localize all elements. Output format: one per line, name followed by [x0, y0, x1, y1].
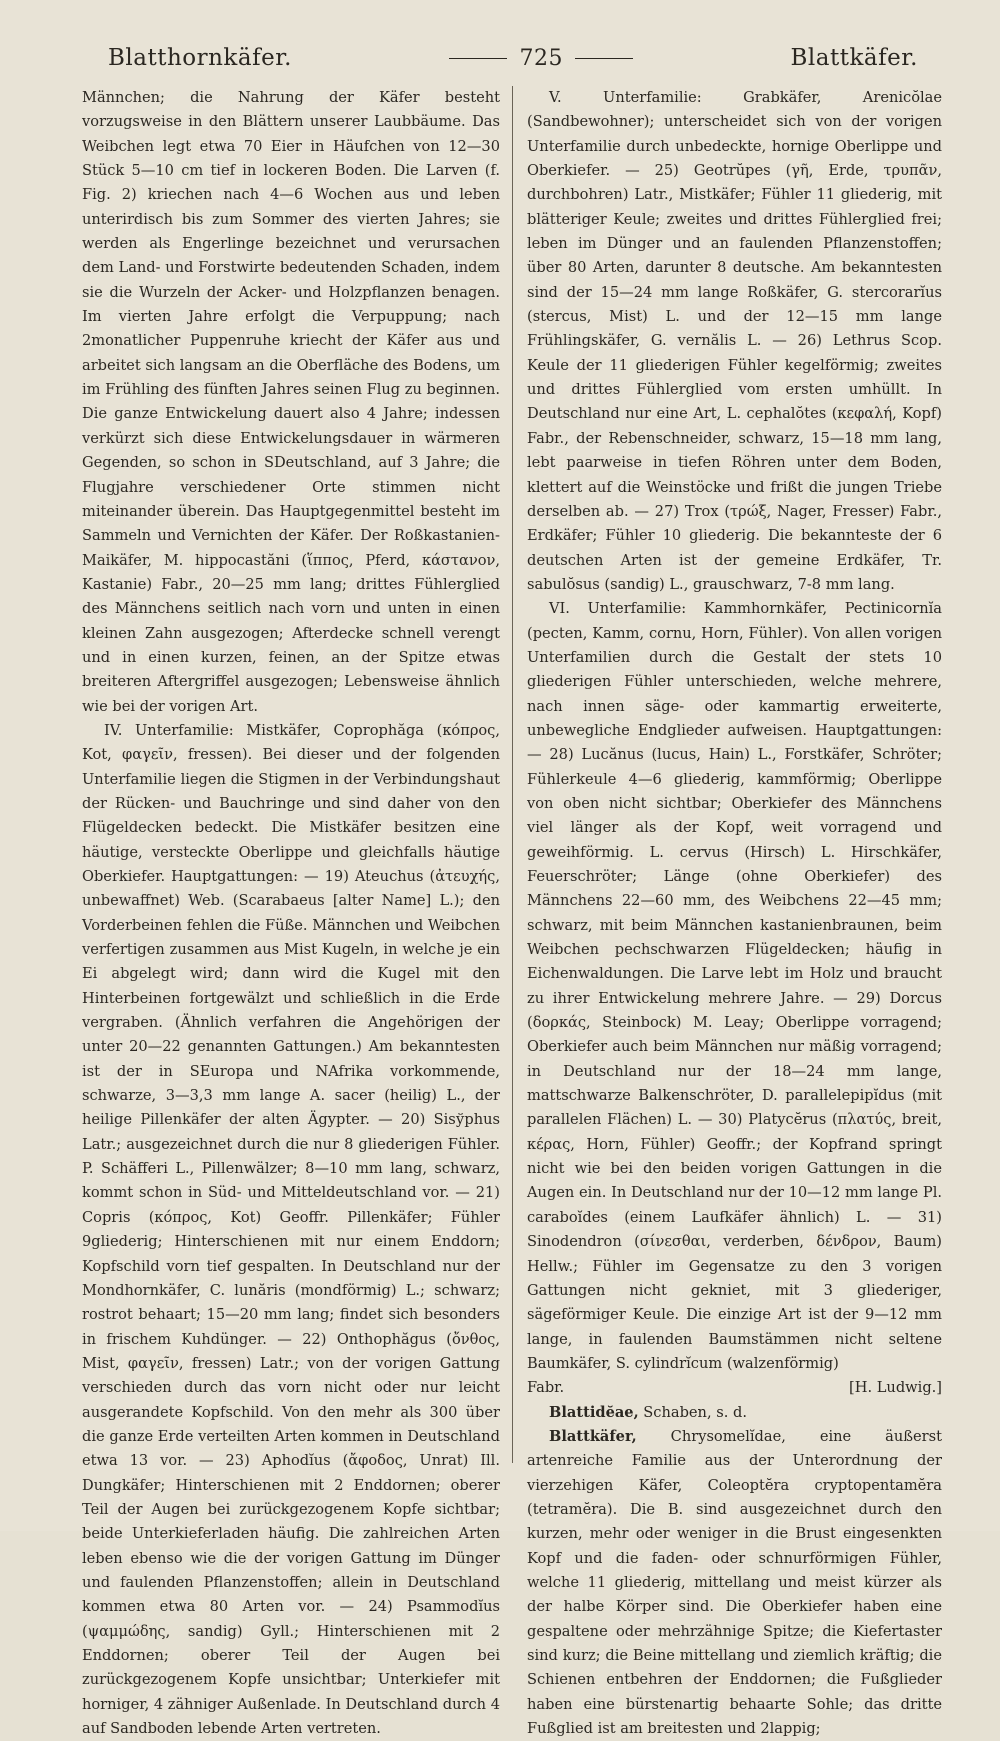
- entry-text-blattideae: Schaben, s. d.: [638, 1403, 747, 1421]
- headword-blattkaefer: Blattkäfer,: [549, 1427, 637, 1445]
- page-number-group: [449, 46, 633, 71]
- running-head-right: Blattkäfer.: [790, 45, 918, 71]
- right-column: [512, 86, 942, 1738]
- paragraph-kammhornkaefer: VI. Unterfamilie: Kammhornkäfer, Pectinicornĭa (pecten, Kamm, cornu, Horn, Fühler). Von allen vorigen Unterfamilien durch die Gestalt der stets 10 gliederigen Fühler unterschieden, welche mehrere, nach innen säge- oder kammartig erweiterte, unbewegliche Endglieder aufweisen. Hauptgattungen: — 28) Lucănus (lucus, Hain) L., Forstkäfer, Schröter; Fühlerkeule 4—6 gliederig, kammförmig; Oberlippe von oben nicht sichtbar; Oberkiefer des Männchens viel länger als der Kopf, weit vorragend und geweihförmig. L. cervus (Hirsch) L. Hirschkäfer, Feuerschröter; Länge (ohne Oberkiefer) des Männchens 22—60 mm, des Weibchens 22—45 mm; schwarz, mit beim Männchen kastanienbraunen, beim Weibchen pechschwarzen Flügeldecken; häufig in Eichenwaldungen. Die Larve lebt im Holz und braucht zu ihrer Entwickelung mehrere Jahre. — 29) Dorcus (δορκάς, Steinbock) M. Leay; Oberlippe vorragend; Oberkiefer auch beim Männchen nur mäßig vorragend; in Deutschland nur der 18—24 mm lange, mattschwarze Balkenschröter, D. parallelepipĭdus (mit parallelen Flächen) L. — 30) Platycĕrus (πλατύς, breit, κέρας, Horn, Fühler) Geoffr.; der Kopfrand springt nicht wie bei den beiden vorigen Gattungen in die Augen ein. In Deutschland nur der 10—12 mm lange Pl. caraboĭdes (einem Laufkäfer ähnlich) L. — 31) Sinodendron (σίνεσθαι, verderben, δένδρον, Baum) Hellw.; Fühler im Gegensatze zu den 3 vorigen Gattungen nicht gekniet, mit 3 gliederiger, sägeförmiger Keule. Die einzige Art ist der 9—12 mm lange, in faulenden Baumstämmen nicht seltene Baumkäfer, S. cylindrĭcum (walzenförmig): [527, 600, 942, 1372]
- signature-line: [527, 1376, 942, 1400]
- left-column: [82, 86, 512, 1738]
- paragraph-mistkaefer: IV. Unterfamilie: Mistkäfer, Coprophăga (κόπρος, Kot, φαγεῖν, fressen). Bei dieser und der folgenden Unterfamilie liegen die Stigmen in der Verbindungshaut der Rücken- und Bauchringe und sind daher von den Flügeldecken bedeckt. Die Mistkäfer besitzen eine häutige, versteckte Oberlippe und gleichfalls häutige Oberkiefer. Hauptgattungen: — 19) Ateuchus (ἀτευχής, unbewaffnet) Web. (Scarabaeus [alter Name] L.); den Vorderbeinen fehlen die Füße. Männchen und Weibchen verfertigen zusammen aus Mist Kugeln, in welche je ein Ei abgelegt wird; dann wird die Kugel mit den Hinterbeinen fortgewälzt und schließlich in die Erde vergraben. (Ähnlich verfahren die Angehörigen der unter 20—22 genannten Gattungen.) Am bekanntesten ist der in SEuropa und NAfrika vorkommende, schwarze, 3—3,3 mm lange A. sacer (heilig) L., der heilige Pillenkäfer der alten Ägypter. — 20) Sisўphus Latr.; ausgezeichnet durch die nur 8 gliederigen Fühler. P. Schäfferi L., Pillenwälzer; 8—10 mm lang, schwarz, kommt schon in Süd- und Mitteldeutschland vor. — 21) Copris (κόπρος, Kot) Geoffr. Pillenkäfer; Fühler 9gliederig; Hinterschienen mit nur einem Enddorn; Kopfschild vorn tief gespalten. In Deutschland nur der Mondhornkäfer, C. lunăris (mondförmig) L.; schwarz; rostrot behaart; 15—20 mm lang; findet sich besonders in frischem Kuhdünger. — 22) Onthophăgus (ὄνθος, Mist, φαγεῖν, fressen) Latr.; von der vorigen Gattung verschieden durch das vorn nicht oder nur leicht ausgerandete Kopfschild. Von den mehr als 300 über die ganze Erde verteilten Arten kommen in Deutschland etwa 13 vor. — 23) Aphodĭus (ἄφοδος, Unrat) Ill. Dungkäfer; Hinterschienen mit 2 Enddornen; oberer Teil der Augen bei zurückgezogenem Kopfe sichtbar; beide Unterkieferladen häufig. Die zahlreichen Arten leben ebenso wie die der vorigen Gattung im Dünger und faulenden Pflanzenstoffen; allein in Deutschland kommen etwa 80 Arten vor. — 24) Psammodĭus (ψαμμώδης, sandig) Gyll.; Hinterschienen mit 2 Enddornen; oberer Teil der Augen bei zurückgezogenem Kopfe unsichtbar; Unterkiefer mit horniger, 4 zähniger Außenlade. In Deutschland durch 4 auf Sandboden lebende Arten vertreten.: [82, 721, 501, 1738]
- page-header: [108, 38, 918, 78]
- text-columns: [82, 86, 944, 1738]
- entry-blattkaefer: [527, 1425, 942, 1741]
- paragraph-grabkaefer: V. Unterfamilie: Grabkäfer, Arenicŏlae (Sandbewohner); unterscheidet sich von der vorigen Unterfamilie durch unbedeckte, hornige Oberlippe und Oberkiefer. — 25) Geotrŭpes (γῆ, Erde, τρυπᾶν, durchbohren) Latr., Mistkäfer; Fühler 11 gliederig, mit blätteriger Keule; zweites und drittes Fühlerglied frei; leben im Dünger und an faulenden Pflanzenstoffen; über 80 Arten, darunter 8 deutsche. Am bekanntesten sind der 15—24 mm lange Roßkäfer, G. stercorarĭus (stercus, Mist) L. und der 12—15 mm lange Frühlingskäfer, G. vernălis L. — 26) Lethrus Scop. Keule der 11 gliederigen Fühler kegelförmig; zweites und drittes Fühlerglied vom ersten umhüllt. In Deutschland nur eine Art, L. cephalŏtes (κεφαλή, Kopf) Fabr., der Rebenschneider, schwarz, 15—18 mm lang, lebt paarweise in tiefen Röhren unter dem Boden, klettert auf die Weinstöcke und frißt die jungen Triebe derselben ab. — 27) Trox (τρώξ, Nager, Fresser) Fabr., Erdkäfer; Fühler 10 gliederig. Die bekannteste der 6 deutschen Arten ist der gemeine Erdkäfer, Tr. sabulŏsus (sandig) L., grauschwarz, 7-8 mm lang.: [527, 89, 942, 593]
- headword-blattideae: Blattidĕae,: [549, 1403, 639, 1421]
- signature-text: Fabr.: [527, 1379, 565, 1397]
- running-head-left: Blatthornkäfer.: [108, 45, 292, 71]
- header-rule-right: [575, 58, 633, 59]
- signature-author: [H. Ludwig.]: [849, 1379, 942, 1397]
- header-rule-left: [449, 58, 507, 59]
- entry-text-blattkaefer: Chrysomelĭdae, eine äußerst artenreiche Familie aus der Unterordnung der vierzehigen Käfer, Coleoptĕra cryptopentamĕra (tetramĕra). Die B. sind ausgezeichnet durch den kurzen, mehr oder weniger in die Brust eingesenkten Kopf und die faden- oder schnurförmigen Fühler, welche 11 gliederig, mittellang und meist kürzer als der halbe Körper sind. Die Oberkiefer haben eine gespaltene oder mehrzähnige Spitze; die Kiefertaster sind kurz; die Beine mittellang und ziemlich kräftig; die Schienen entbehren der Enddornen; die Fußglieder haben eine bürstenartig behaarte Sohle; das dritte Fußglied ist am breitesten und 2lappig;: [527, 1427, 942, 1738]
- entry-blattideae: [527, 1401, 942, 1425]
- paragraph-maikaefer: Männchen; die Nahrung der Käfer besteht vorzugsweise in den Blättern unserer Laubbäume. Das Weibchen legt etwa 70 Eier in Häufchen von 12—30 Stück 5—10 cm tief in lockeren Boden. Die Larven (f. Fig. 2) kriechen nach 4—6 Wochen aus und leben unterirdisch bis zum Sommer des vierten Jahres; sie werden als Engerlinge bezeichnet und verursachen dem Land- und Forstwirte bedeutenden Schaden, indem sie die Wurzeln der Acker- und Holzpflanzen benagen. Im vierten Jahre erfolgt die Verpuppung; nach 2monatlicher Puppenruhe kriecht der Käfer aus und arbeitet sich langsam an die Oberfläche des Bodens, um im Frühling des fünften Jahres seinen Flug zu beginnen. Die ganze Entwickelung dauert also 4 Jahre; indessen verkürzt sich diese Entwickelungsdauer in wärmeren Gegenden, so schon in SDeutschland, auf 3 Jahre; die Flugjahre verschiedener Orte stimmen nicht miteinander überein. Das Hauptgegenmittel besteht im Sammeln und Vernichten der Käfer. Der Roßkastanien-Maikäfer, M. hippocastăni (ἵππος, Pferd, κάστανον, Kastanie) Fabr., 20—25 mm lang; drittes Fühlerglied des Männchens seitlich nach vorn und unten in einen kleinen Zahn ausgezogen; Afterdecke schnell verengt und in einen kurzen, feinen, an der Spitze etwas breiteren Aftergriffel ausgezogen; Lebensweise ähnlich wie bei der vorigen Art.: [82, 89, 500, 715]
- page-number: 725: [519, 45, 563, 71]
